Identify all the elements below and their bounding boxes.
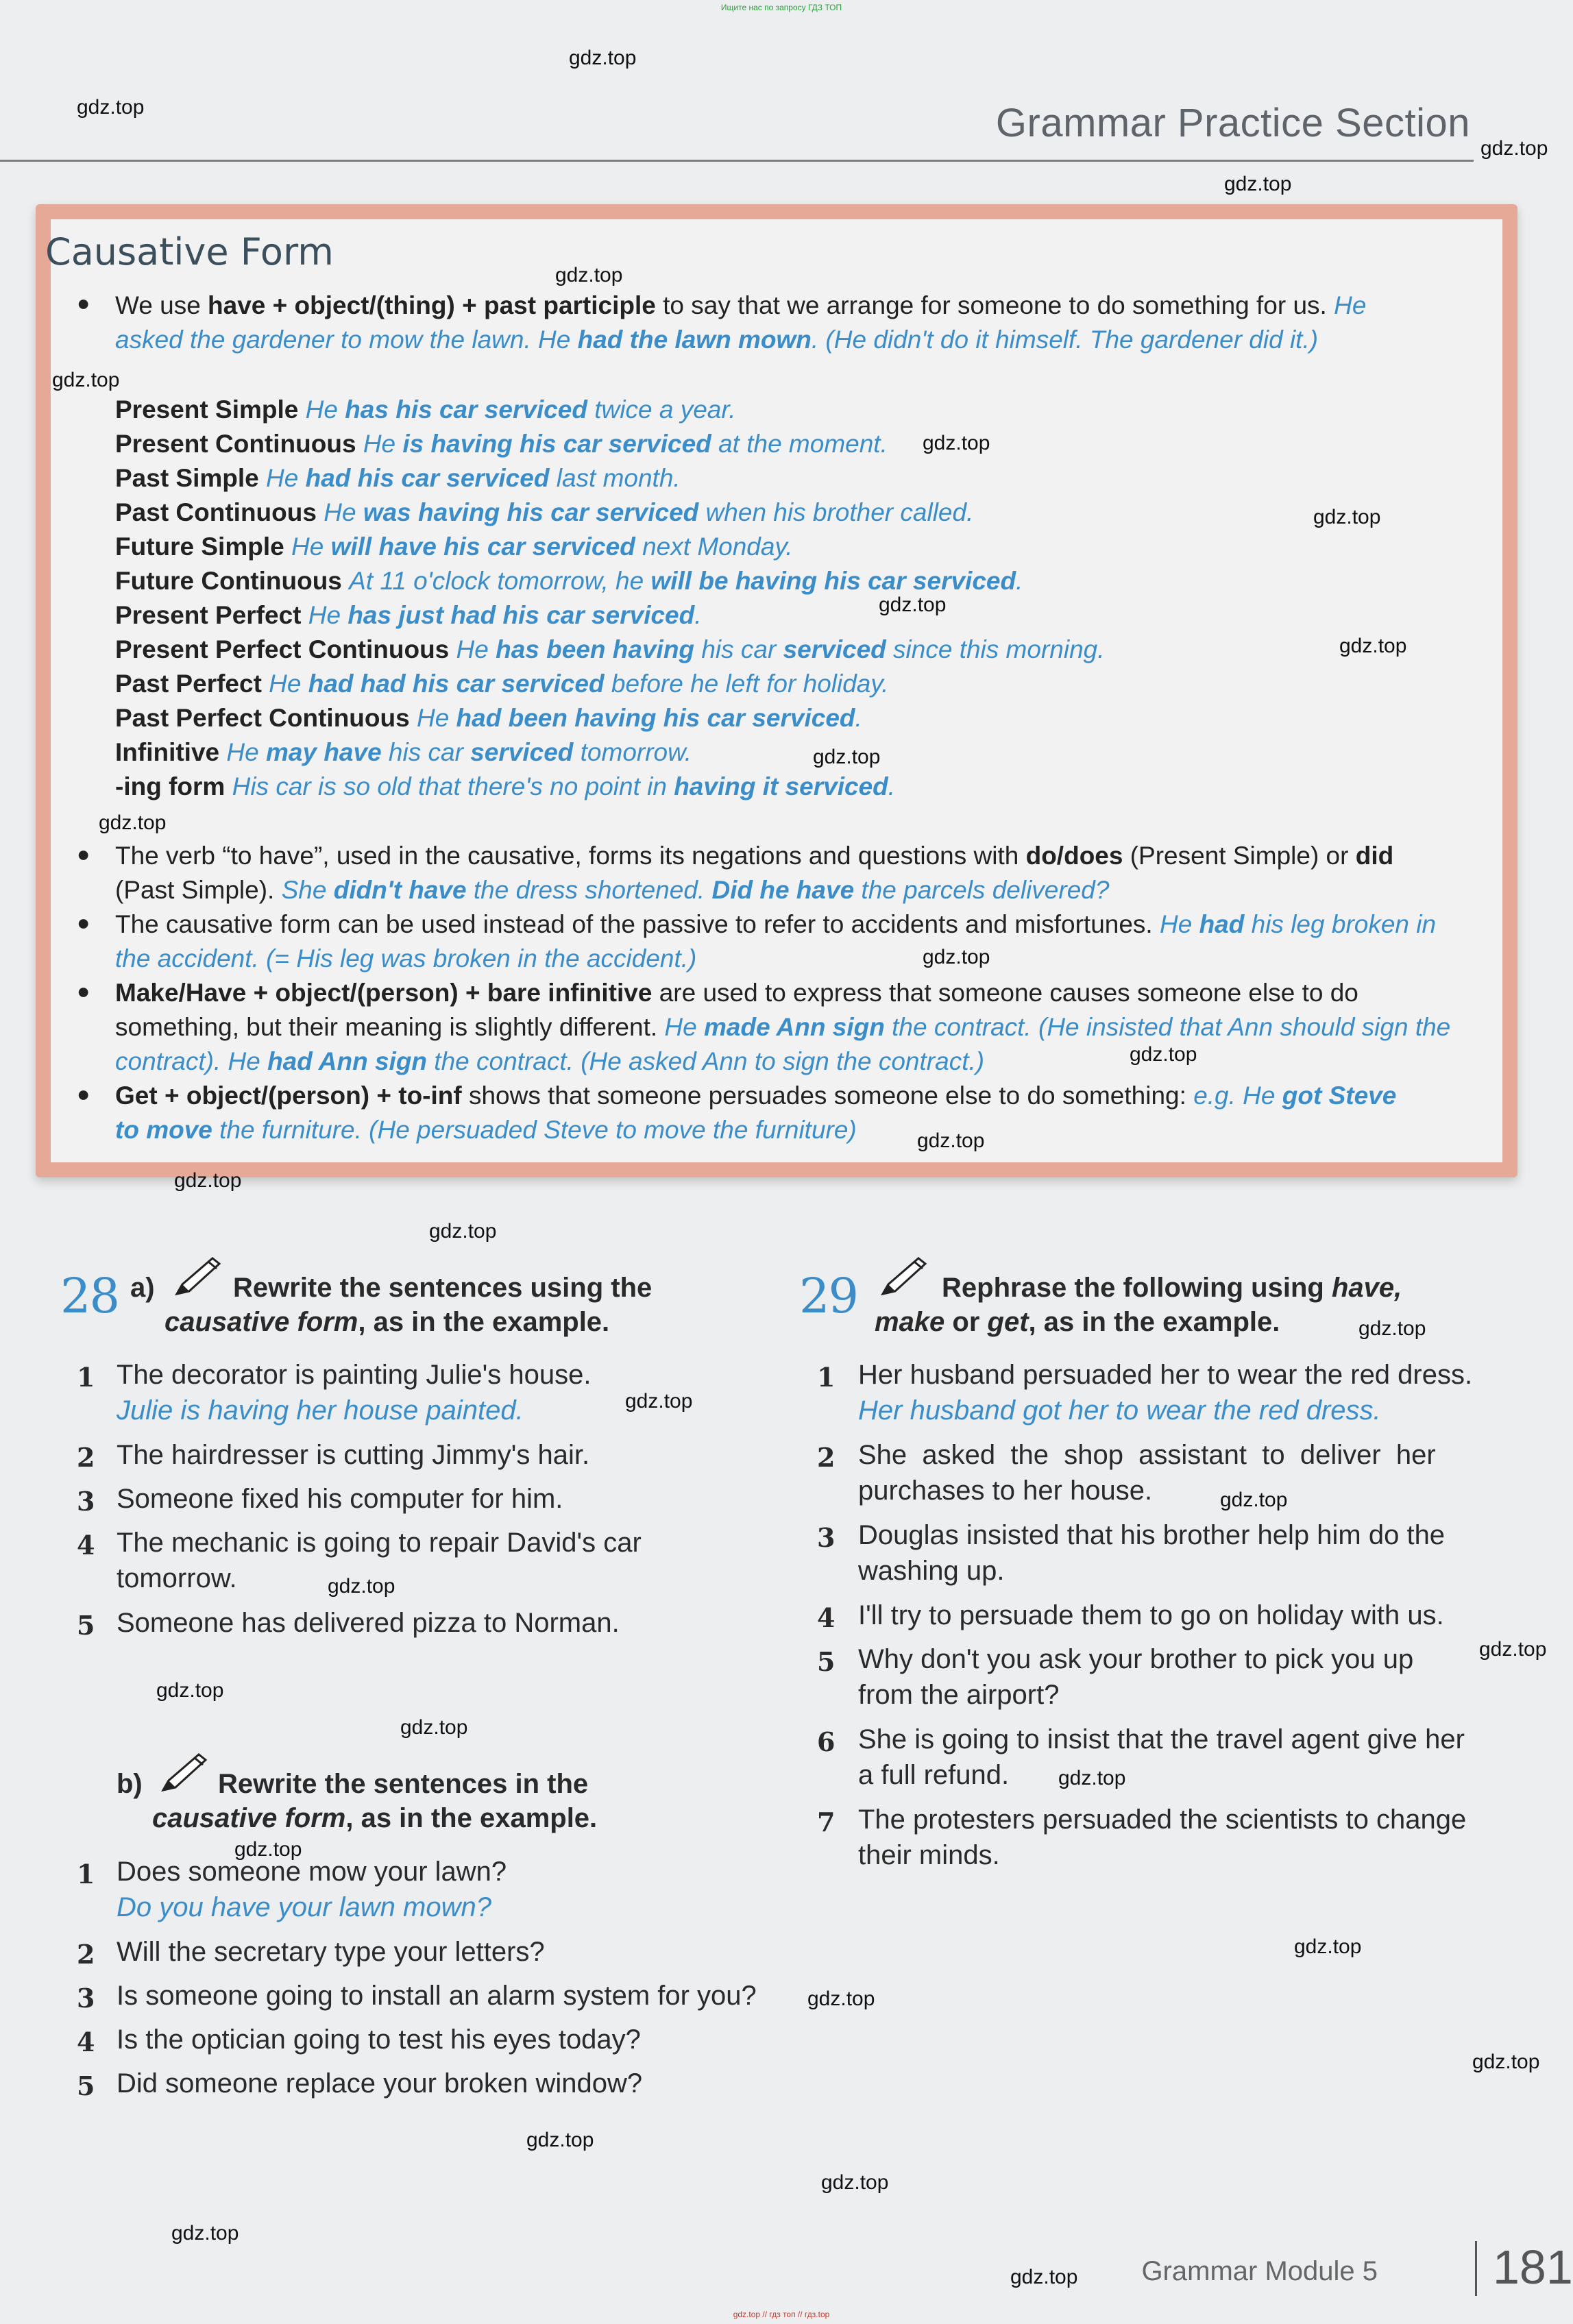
watermark: gdz.top (1220, 1489, 1288, 1511)
pencil-icon (170, 1254, 225, 1302)
item-number: 6 (817, 1726, 836, 1757)
watermark: gdz.top (917, 1129, 985, 1152)
watermark: gdz.top (813, 746, 881, 768)
footer-module: Grammar Module 5 (1141, 2256, 1378, 2286)
exercise-29-heading-line-1: Rephrase the following using have, (942, 1273, 1402, 1303)
page-number: 181 (1493, 2240, 1573, 2294)
theory-bullet-5-line-1: Get + object/(person) + to-inf shows that someone persuades someone else to do something: e.g. He got Steve (115, 1081, 1397, 1110)
pencil-icon (876, 1254, 931, 1302)
list-item: The mechanic is going to repair David's car (117, 1528, 642, 1558)
watermark: gdz.top (52, 369, 120, 391)
list-item: The protesters persuaded the scientists to change (858, 1805, 1467, 1835)
exercise-28b-heading-line-2: causative form, as in the example. (152, 1803, 598, 1833)
item-number: 1 (77, 1362, 95, 1393)
pencil-icon (156, 1750, 211, 1798)
item-number: 1 (817, 1362, 836, 1393)
list-item: Why don't you ask your brother to pick you up (858, 1644, 1414, 1674)
watermark: gdz.top (1339, 635, 1407, 657)
exercise-29-heading-line-2: make or get, as in the example. (875, 1307, 1280, 1337)
watermark: gdz.top (821, 2171, 889, 2194)
theory-bullet-2-line-1: The verb “to have”, used in the causative, forms its negations and questions with do/does (Present Simple) or did (115, 842, 1394, 870)
bullet-dot: ● (77, 842, 90, 866)
list-item: Does someone mow your lawn? (117, 1857, 507, 1887)
list-item: The decorator is painting Julie's house. (117, 1360, 592, 1390)
bullet-dot: ● (77, 291, 90, 315)
list-item: She asked the shop assistant to deliver her (858, 1440, 1436, 1470)
tense-row: Future Simple He will have his car serviced next Monday. (115, 533, 793, 561)
list-item: I'll try to persuade them to go on holiday with us. (858, 1600, 1444, 1630)
list-item-continuation: their minds. (858, 1840, 1000, 1870)
watermark: gdz.top (174, 1169, 242, 1192)
item-number: 5 (817, 1646, 836, 1677)
list-item-continuation: a full refund. (858, 1760, 1010, 1790)
bullet-dot: ● (77, 910, 90, 935)
example-answer: Her husband got her to wear the red dress. (858, 1395, 1381, 1426)
bullet-dot: ● (77, 1081, 90, 1106)
list-item: The hairdresser is cutting Jimmy's hair. (117, 1440, 590, 1470)
watermark: gdz.top (1479, 1638, 1547, 1661)
watermark: gdz.top (1480, 137, 1548, 160)
watermark: gdz.top (234, 1838, 302, 1861)
exercise-number: 29 (799, 1268, 858, 1324)
list-item: Someone has delivered pizza to Norman. (117, 1608, 620, 1638)
watermark: gdz.top (555, 264, 623, 286)
watermark: gdz.top (99, 811, 167, 834)
item-number: 2 (77, 1442, 95, 1473)
exercise-28b-label: b) (117, 1769, 143, 1799)
item-number: 3 (77, 1486, 95, 1517)
exercise-28a-label: a) (130, 1273, 155, 1303)
header-rule (0, 160, 1474, 162)
theory-bullet-2-line-2: (Past Simple). She didn't have the dress shortened. Did he have the parcels delivered? (115, 876, 1110, 904)
tense-row: Past Perfect Continuous He had been having his car serviced. (115, 704, 862, 732)
tense-row: Present Perfect Continuous He has been having his car serviced since this morning. (115, 635, 1105, 663)
list-item-continuation: washing up. (858, 1556, 1005, 1586)
item-number: 5 (77, 1610, 95, 1641)
exercise-28a-heading-line-2: causative form, as in the example. (164, 1307, 610, 1337)
list-item: Did someone replace your broken window? (117, 2068, 643, 2099)
theory-bullet-1-line-2: asked the gardener to mow the lawn. He had the lawn mown. (He didn't do it himself. The gardener did it.) (115, 326, 1319, 354)
watermark: gdz.top (400, 1716, 468, 1739)
watermark: gdz.top (77, 96, 145, 119)
watermark: gdz.top (156, 1679, 224, 1702)
item-number: 1 (77, 1859, 95, 1889)
list-item-continuation: from the airport? (858, 1680, 1060, 1710)
watermark: gdz.top (1010, 2266, 1078, 2288)
watermark: gdz.top (171, 2222, 239, 2245)
list-item: Someone fixed his computer for him. (117, 1484, 563, 1514)
watermark: gdz.top (1130, 1043, 1197, 1066)
watermark: gdz.top (1472, 2051, 1540, 2073)
tense-row: Present Continuous He is having his car serviced at the moment. (115, 430, 888, 458)
watermark: gdz.top (879, 594, 947, 616)
section-title: Grammar Practice Section (995, 101, 1470, 145)
watermark: gdz.top (1224, 173, 1292, 195)
theory-title: Causative Form (45, 230, 334, 273)
item-number: 2 (817, 1442, 836, 1473)
theory-bullet-1-line-1: We use have + object/(thing) + past participle to say that we arrange for someone to do something for us. He (115, 291, 1367, 319)
tense-row: Past Simple He had his car serviced last month. (115, 464, 681, 492)
theory-bullet-4-line-3: contract). He had Ann sign the contract. (He asked Ann to sign the contract.) (115, 1047, 985, 1075)
watermark: gdz.top (923, 946, 990, 968)
exercise-number: 28 (60, 1268, 119, 1324)
example-answer: Do you have your lawn mown? (117, 1892, 491, 1922)
theory-bullet-4-line-2: something, but their meaning is slightly different. He made Ann sign the contract. (He insisted that Ann should sign the (115, 1013, 1451, 1041)
item-number: 7 (817, 1807, 836, 1837)
list-item-continuation: tomorrow. (117, 1563, 237, 1593)
exercise-28b-heading-line-1: Rewrite the sentences in the (218, 1769, 589, 1799)
watermark: gdz.top (923, 432, 990, 454)
watermark: gdz.top (1313, 506, 1381, 528)
tense-row: Infinitive He may have his car serviced tomorrow. (115, 738, 692, 766)
item-number: 4 (817, 1602, 836, 1633)
tense-row: Present Simple He has his car serviced twice a year. (115, 395, 736, 424)
tense-row: Past Continuous He was having his car serviced when his brother called. (115, 498, 974, 526)
item-number: 4 (77, 1530, 95, 1561)
item-number: 3 (817, 1522, 836, 1553)
watermark: gdz.top (1358, 1317, 1426, 1340)
theory-bullet-3-line-2: the accident. (= His leg was broken in the accident.) (115, 944, 697, 973)
tense-row: -ing form His car is so old that there's no point in having it serviced. (115, 772, 896, 800)
theory-bullet-5-line-2: to move the furniture. (He persuaded Steve to move the furniture) (115, 1116, 857, 1144)
exercise-28a-heading-line-1: Rewrite the sentences using the (233, 1273, 653, 1303)
theory-bullet-4-line-1: Make/Have + object/(person) + bare infinitive are used to express that someone causes someone else to do (115, 979, 1358, 1007)
bullet-dot: ● (77, 979, 90, 1003)
item-number: 3 (77, 1983, 95, 2014)
bottom-note: gdz.top // гдз топ // гдз.top (733, 2310, 830, 2319)
watermark: gdz.top (429, 1220, 497, 1243)
item-number: 2 (77, 1939, 95, 1970)
footer-divider (1475, 2241, 1477, 2296)
list-item: She is going to insist that the travel agent give her (858, 1724, 1465, 1754)
list-item: Is the optician going to test his eyes today? (117, 2025, 641, 2055)
watermark: gdz.top (328, 1575, 395, 1598)
list-item-continuation: purchases to her house. (858, 1476, 1153, 1506)
item-number: 4 (77, 2027, 95, 2057)
list-item: Her husband persuaded her to wear the red dress. (858, 1360, 1473, 1390)
list-item: Will the secretary type your letters? (117, 1937, 545, 1967)
tense-row: Present Perfect He has just had his car serviced. (115, 601, 702, 629)
watermark: gdz.top (807, 1987, 875, 2010)
watermark: gdz.top (526, 2129, 594, 2151)
watermark: gdz.top (1058, 1767, 1126, 1789)
item-number: 5 (77, 2070, 95, 2101)
list-item: Douglas insisted that his brother help him do the (858, 1520, 1446, 1550)
top-note: Ищите нас по запросу ГДЗ ТОП (720, 3, 842, 12)
list-item: Is someone going to install an alarm system for you? (117, 1981, 757, 2011)
watermark: gdz.top (1294, 1935, 1362, 1958)
watermark: gdz.top (569, 47, 637, 69)
theory-bullet-3-line-1: The causative form can be used instead of the passive to refer to accidents and misfortunes. He had his leg broken in (115, 910, 1437, 938)
tense-row: Past Perfect He had had his car serviced before he left for holiday. (115, 670, 889, 698)
watermark: gdz.top (625, 1390, 693, 1412)
tense-row: Future Continuous At 11 o'clock tomorrow, he will be having his car serviced. (115, 567, 1023, 595)
example-answer: Julie is having her house painted. (117, 1395, 524, 1426)
